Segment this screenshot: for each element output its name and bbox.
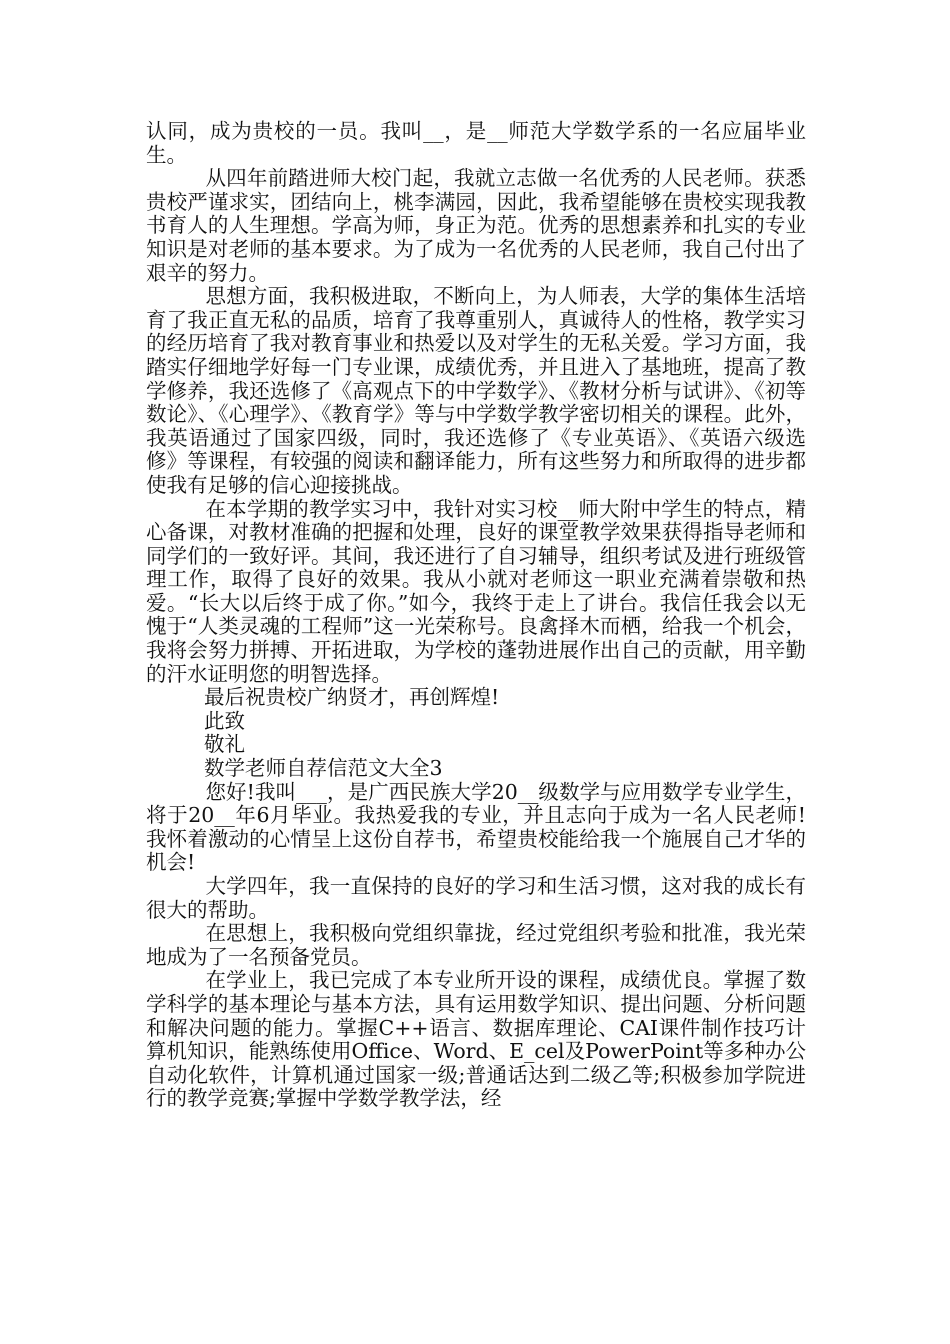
paragraph-internship: 在本学期的教学实习中，我针对实习校__师大附中学生的特点，精心备课，对教材准确的把握和处理，良好的课堂教学效果获得指导老师和同学们的一致好评。其间，我还进行了自习辅导，组织考试及进行班级管理工作，取得了良好的效果。我从小就对老师这一职业充满着崇敬和热爱。“长大以后终于成了你。”如今，我终于走上了讲台。我信任我会以无愧于“人类灵魂的工程师”这一光荣称号。良禽择木而栖，给我一个机会，我将会努力拼搏、开拓进取，为学校的蓬勃进展作出自己的贡献，用辛勤的汗水证明您的明智选择。 <box>146 496 806 686</box>
document-body <box>146 120 806 1111</box>
salutation-cizhi: 此致 <box>204 708 245 733</box>
paragraph-opening: 认同，成为贵校的一员。我叫__，是__师范大学数学系的一名应届毕业生。 <box>146 119 806 167</box>
paragraph-greeting: 您好!我叫___，是广西民族大学20__级数学与应用数学专业学生，将于20__年6月毕业。我热爱我的专业，并且志向于成为一名人民老师!我怀着激动的心情呈上这份自荐书，希望贵校能给我一个施展自己才华的机会! <box>146 779 806 875</box>
paragraph-ambition: 从四年前踏进师大校门起，我就立志做一名优秀的人民老师。获悉贵校严谨求实，团结向上，桃李满园，因此，我希望能够在贵校实现我教书育人的人生理想。学高为师，身正为范。优秀的思想素养和扎实的专业知识是对老师的基本要求。为了成为一名优秀的人民老师，我自己付出了艰辛的努力。 <box>146 166 806 285</box>
paragraph-habits: 大学四年，我一直保持的良好的学习和生活习惯，这对我的成长有很大的帮助。 <box>146 874 806 922</box>
paragraph-academics: 在学业上，我已完成了本专业所开设的课程，成绩优良。掌握了数学科学的基本理论与基本方法，具有运用数学知识、提出问题、分析问题和解决问题的能力。掌握C++语言、数据库理论、CAI课件制作技巧计算机知识，能熟练使用Office、Word、E_cel及PowerPoint等多种办公自动化软件，计算机通过国家一级;普通话达到二级乙等;积极参加学院进行的教学竞赛;掌握中学数学教学法，经 <box>146 968 806 1111</box>
paragraph-thought-study: 思想方面，我积极进取，不断向上，为人师表，大学的集体生活培育了我正直无私的品质，培育了我尊重别人，真诚待人的性格，教学实习的经历培育了我对教育事业和热爱以及对学生的无私关爱。学习方面，我踏实仔细地学好每一门专业课，成绩优秀，并且进入了基地班，提高了教学修养，我还选修了《高观点下的中学数学》、《教材分析与试讲》、《初等数论》、《心理学》、《教育学》等与中学数学教学密切相关的课程。此外，我英语通过了国家四级，同时，我还选修了《专业英语》、《英语六级选修》等课程，有较强的阅读和翻译能力，所有这些努力和所取得的进步都使我有足够的信心迎接挑战。 <box>146 284 806 497</box>
closing-wish: 最后祝贵校广纳贤才，再创辉煌! <box>204 685 500 710</box>
salutation-jingli: 敬礼 <box>204 732 245 757</box>
section-heading: 数学老师自荐信范文大全3 <box>204 756 443 781</box>
paragraph-ideology: 在思想上，我积极向党组织靠拢，经过党组织考验和批准，我光荣地成为了一名预备党员。 <box>146 921 806 969</box>
